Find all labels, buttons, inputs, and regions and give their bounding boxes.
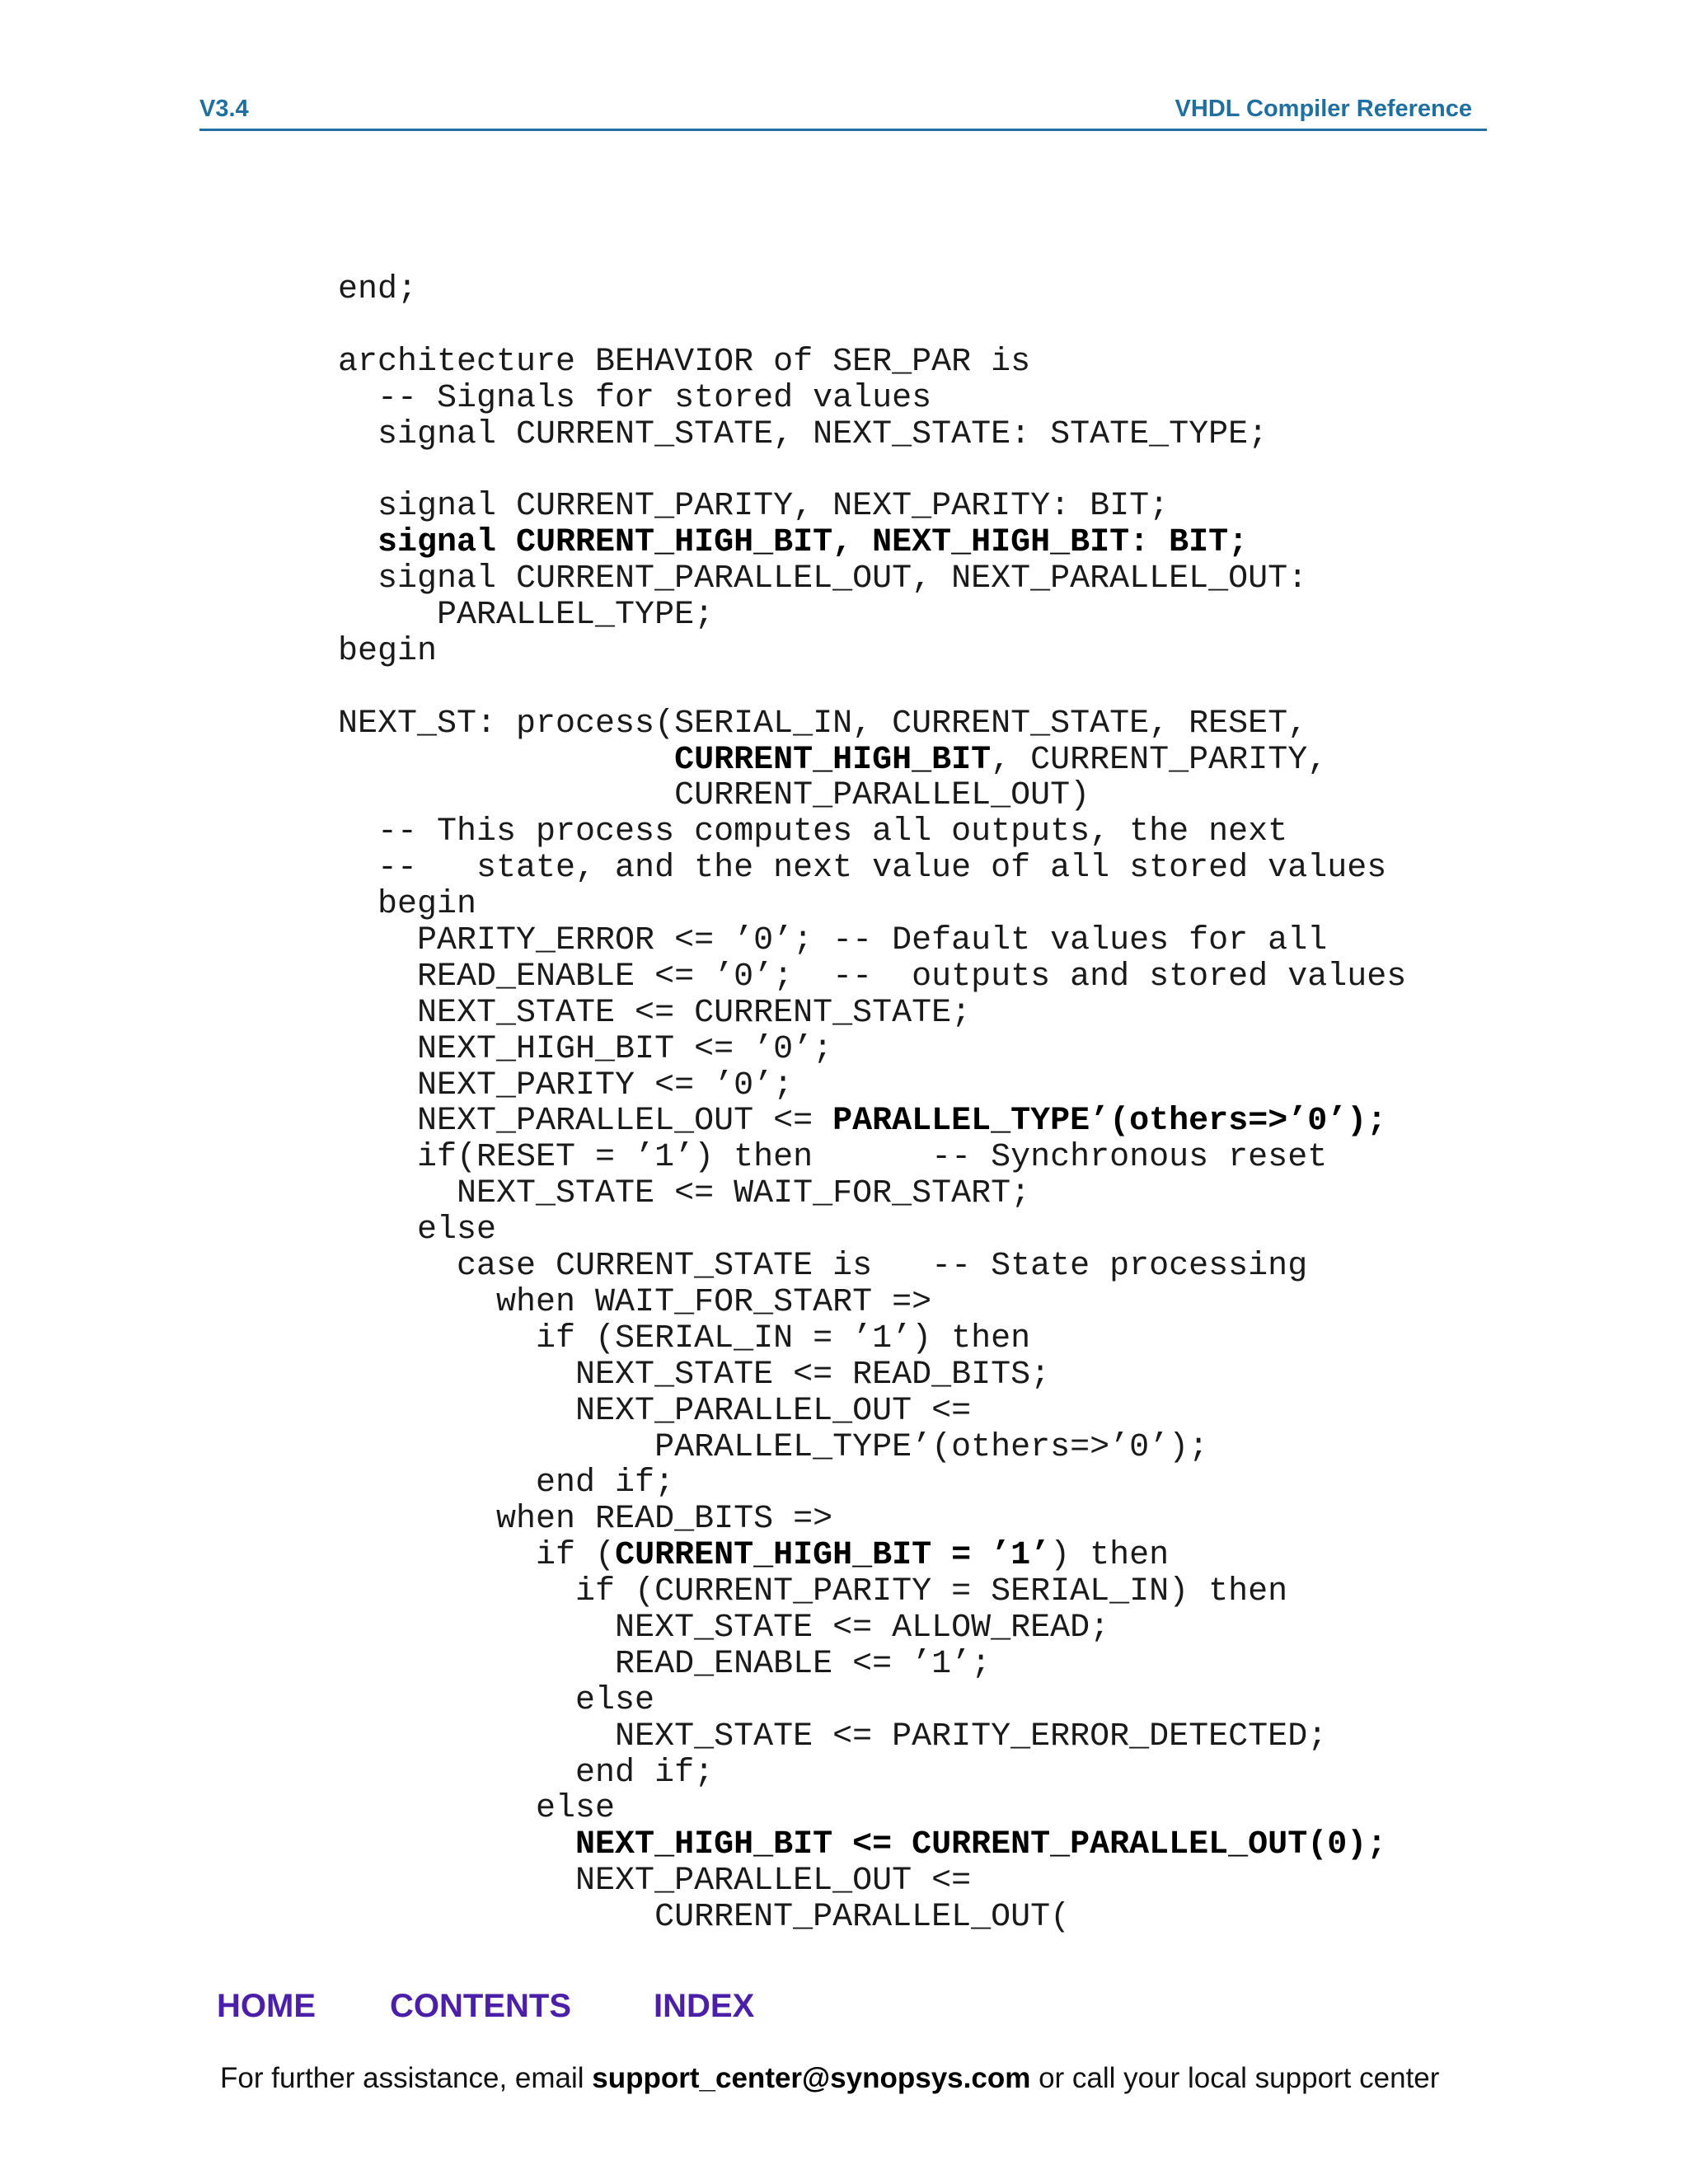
code-bold-segment: CURRENT_HIGH_BIT = ’1’ (615, 1537, 1051, 1575)
code-line (338, 923, 1406, 959)
code-bold-segment: PARALLEL_TYPE’(others=>’0’); (832, 1103, 1387, 1141)
code-segment: PARALLEL_TYPE’(others=>’0’); (338, 1428, 1209, 1466)
code-line (338, 1538, 1406, 1574)
code-segment: ) then (1050, 1537, 1170, 1575)
code-line (338, 1827, 1406, 1863)
code-line (338, 417, 1406, 453)
version-label: V3.4 (199, 96, 249, 122)
code-line (338, 561, 1406, 598)
code-segment: case CURRENT_STATE is -- State processing (338, 1248, 1308, 1286)
code-segment: READ_ENABLE <= ’1’; (338, 1645, 992, 1683)
code-line (338, 996, 1406, 1032)
code-line (338, 1791, 1406, 1827)
code-bold-segment: signal CURRENT_HIGH_BIT, NEXT_HIGH_BIT: BIT; (338, 524, 1249, 562)
code-line (338, 452, 1406, 489)
code-segment: NEXT_STATE <= CURRENT_STATE; (338, 994, 972, 1032)
code-segment: , CURRENT_PARITY, (991, 741, 1328, 779)
index-link[interactable]: INDEX (654, 1988, 755, 2024)
code-segment: begin (338, 886, 477, 924)
code-segment: NEXT_STATE <= WAIT_FOR_START; (338, 1175, 1031, 1213)
code-segment: PARITY_ERROR <= ’0’; -- Default values for all (338, 922, 1328, 960)
code-segment: NEXT_STATE <= ALLOW_READ; (338, 1609, 1110, 1647)
code-line (338, 634, 1406, 670)
code-line (338, 778, 1406, 814)
code-segment: -- Signals for stored values (338, 379, 932, 417)
home-link[interactable]: HOME (217, 1988, 316, 2024)
code-line (338, 814, 1406, 851)
code-line (338, 743, 1406, 779)
code-line (338, 1900, 1406, 1936)
code-line (338, 1285, 1406, 1321)
code-line (338, 959, 1406, 996)
code-segment: begin (338, 632, 438, 670)
code-segment: when WAIT_FOR_START => (338, 1283, 932, 1321)
support-email[interactable]: support_center@synopsys.com (592, 2062, 1031, 2094)
code-segment: when READ_BITS => (338, 1501, 833, 1539)
contents-link[interactable]: CONTENTS (390, 1988, 571, 2024)
code-line (338, 1574, 1406, 1610)
code-line (338, 344, 1406, 381)
code-line (338, 1357, 1406, 1394)
code-segment: architecture BEHAVIOR of SER_PAR is (338, 343, 1031, 381)
support-footer (220, 2062, 1439, 2095)
code-line (338, 1430, 1406, 1466)
code-line (338, 1683, 1406, 1719)
code-line (338, 1647, 1406, 1683)
code-segment: if (CURRENT_PARITY = SERIAL_IN) then (338, 1573, 1288, 1611)
code-segment: end if; (338, 1754, 715, 1792)
code-segment: else (338, 1681, 655, 1719)
manual-title: VHDL Compiler Reference (1175, 96, 1472, 122)
code-line (338, 1068, 1406, 1104)
code-line (338, 706, 1406, 743)
code-line (338, 1321, 1406, 1357)
code-segment: NEXT_PARALLEL_OUT <= (338, 1863, 972, 1900)
code-segment: -- state, and the next value of all stored values (338, 850, 1387, 888)
code-segment: end; (338, 271, 418, 308)
page-header (199, 92, 1487, 131)
code-line (338, 1249, 1406, 1285)
code-segment: signal CURRENT_STATE, NEXT_STATE: STATE_TYPE; (338, 415, 1268, 453)
code-line (338, 1610, 1406, 1647)
code-line (338, 1863, 1406, 1900)
code-segment: signal CURRENT_PARALLEL_OUT, NEXT_PARALLEL_OUT: (338, 560, 1308, 598)
code-segment (338, 1826, 575, 1863)
code-bold-segment: CURRENT_HIGH_BIT (674, 741, 992, 779)
code-segment: else (338, 1790, 616, 1828)
code-line (338, 1465, 1406, 1502)
code-segment: signal CURRENT_PARITY, NEXT_PARITY: BIT; (338, 488, 1170, 526)
code-listing (338, 272, 1406, 1936)
code-segment (338, 742, 674, 779)
code-segment: NEXT_PARALLEL_OUT <= (338, 1103, 833, 1141)
code-segment: NEXT_HIGH_BIT <= ’0’; (338, 1030, 833, 1068)
code-segment: if (SERIAL_IN = ’1’) then (338, 1319, 1031, 1357)
code-segment: NEXT_ST: process(SERIAL_IN, CURRENT_STATE, RESET, (338, 705, 1308, 743)
code-line (338, 525, 1406, 561)
code-segment: -- This process computes all outputs, the next (338, 813, 1288, 851)
code-line (338, 887, 1406, 923)
code-segment: if ( (338, 1537, 616, 1575)
code-segment: else (338, 1212, 497, 1249)
code-bold-segment: NEXT_HIGH_BIT <= CURRENT_PARALLEL_OUT(0); (575, 1826, 1387, 1864)
code-line (338, 598, 1406, 634)
code-segment: CURRENT_PARALLEL_OUT) (338, 777, 1090, 815)
code-segment: CURRENT_PARALLEL_OUT( (338, 1899, 1071, 1937)
code-line (338, 670, 1406, 706)
code-line (338, 1755, 1406, 1792)
footer-suffix: or call your local support center (1030, 2062, 1440, 2094)
code-line (338, 1032, 1406, 1068)
code-segment: end if; (338, 1465, 675, 1502)
code-line (338, 1394, 1406, 1430)
code-segment: NEXT_STATE <= READ_BITS; (338, 1356, 1051, 1394)
code-line (338, 1502, 1406, 1538)
code-segment: NEXT_STATE <= PARITY_ERROR_DETECTED; (338, 1718, 1328, 1755)
code-line (338, 1719, 1406, 1755)
code-segment: NEXT_PARALLEL_OUT <= (338, 1392, 972, 1430)
code-line (338, 1212, 1406, 1249)
code-line (338, 851, 1406, 887)
code-line (338, 489, 1406, 525)
code-line (338, 308, 1406, 344)
code-line (338, 1176, 1406, 1212)
code-line (338, 1104, 1406, 1140)
code-segment: NEXT_PARITY <= ’0’; (338, 1066, 794, 1104)
code-segment: READ_ENABLE <= ’0’; -- outputs and stored values (338, 958, 1407, 996)
footer-prefix: For further assistance, email (220, 2062, 593, 2094)
code-segment: if(RESET = ’1’) then -- Synchronous reset (338, 1139, 1328, 1177)
code-line (338, 381, 1406, 417)
code-line (338, 1140, 1406, 1176)
code-segment: PARALLEL_TYPE; (338, 597, 715, 635)
code-line (338, 272, 1406, 308)
